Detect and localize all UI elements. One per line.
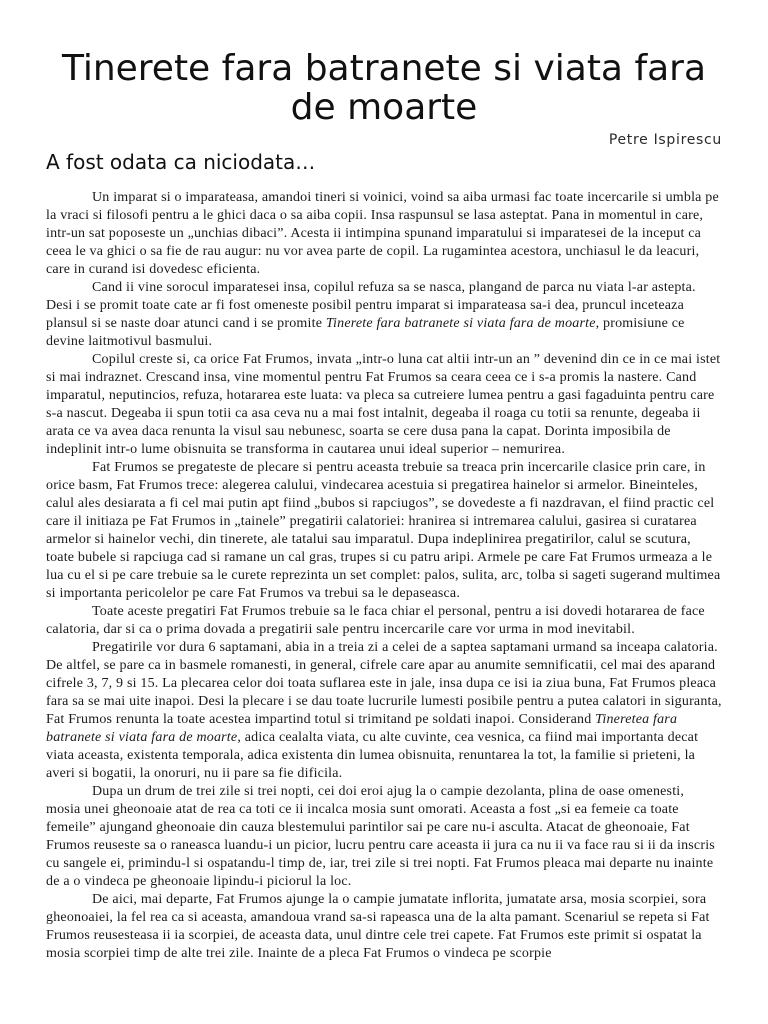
italic-title-reference: Tinerete fara batranete si viata fara de moarte	[325, 316, 596, 331]
paragraph-4	[46, 459, 722, 603]
paragraph-2	[46, 279, 722, 351]
paragraph-text: Cand ii vine sorocul imparatesei insa, copilul refuza sa se nasca, plangand de parca nu viata l-ar astepta. Desi i se promit toate cate ar fi fost omeneste posibil pentru imparat si imparateasa sa-i dea, pruncul inceteaza plansul si se naste doar atunci cand i se promite	[46, 280, 696, 331]
paragraph-text: , adica cealalta viata, cu alte cuvinte, cea vesnica, ca fiind mai importanta decat viata aceasta, existenta temporala, adica existenta din lumea obisnuita, renuntarea la tot, la familie si prieteni, la averi si bogatii, la onoruri, nu ii pare sa fie dificila.	[46, 730, 699, 781]
paragraph-5	[46, 603, 722, 639]
paragraph-1	[46, 189, 722, 279]
paragraph-text: Pregatirile vor dura 6 saptamani, abia in a treia zi a celei de a saptea saptamani urmand sa inceapa calatoria. De altfel, se pare ca in basmele romanesti, in general, cifrele care apar au anumite semnificatii, cel mai des aparand cifrele 3, 7, 9 si 15. La plecarea celor doi toata suflarea este in jale, insa dupa ce isi ia ziua buna, Fat Frumos pleaca fara sa se mai uite inapoi. Desi la plecare i se dau toate lucrurile lumesti posibile pentru a putea calatori in siguranta, Fat Frumos renunta la toate acestea impartind totul si trimitand pe soldati inapoi. Considerand	[46, 640, 722, 727]
paragraph-7	[46, 783, 722, 891]
paragraph-text: Copilul creste si, ca orice Fat Frumos, invata „intr-o luna cat altii intr-un an ” devenind din ce in ce mai istet si mai indraznet. Crescand insa, vine momentul pentru Fat Frumos sa ceara ceea ce i s-a promis la nastere. Cand imparatul, neputincios, refuza, hotararea este luata: va pleca sa cutreiere lumea pentru a gasi fagaduinta pentru care s-a nascut. Degeaba ii spun totii ca asa ceva nu a mai fost intalnit, degeaba il roaga cu totii sa renunte, degeaba ii arata ce va avea daca renunta la visul sau nebunesc, soarta se cere dusa pana la capat. Dorinta imposibila de indeplinit intr-o lume obisnuita se transforma in cautarea unui ideal superior – nemurirea.	[46, 352, 721, 457]
paragraph-text: De aici, mai departe, Fat Frumos ajunge la o campie jumatate inflorita, jumatate arsa, mosia scorpiei, sora gheonoaiei, la fel rea ca si aceasta, amandoua vrand sa-si rapeasca una de la alta pamant. Scenariul se repeta si Fat Frumos reusesteasa ii ia scorpiei, de aceasta data, unul dintre cele trei capete. Fat Frumos este primit si ospatat la mosia scorpiei timp de alte trei zile. Inainte de a pleca Fat Frumos o vindeca pe scorpie	[46, 892, 710, 961]
paragraph-8	[46, 891, 722, 963]
paragraph-text: , promisiune ce devine laitmotivul basmului.	[46, 316, 685, 349]
author-name: Petre Ispirescu	[608, 132, 722, 148]
intro-heading: A fost odata ca niciodata…	[46, 150, 316, 174]
paragraph-3	[46, 351, 722, 459]
italic-title-reference: Tineretea fara batranete si viata fara de moarte	[46, 712, 678, 745]
paragraph-text: Toate aceste pregatiri Fat Frumos trebuie sa le faca chiar el personal, pentru a isi dovedi hotararea de face calatoria, dar si ca o prima dovada a pregatirii sale pentru incercarile care vor urma in mod inevitabil.	[46, 604, 705, 637]
paragraph-text: Fat Frumos se pregateste de plecare si pentru aceasta trebuie sa treaca prin incercarile clasice prin care, in orice basm, Fat Frumos trece: alegerea calului, vindecarea acestuia si pregatirea hainelor si armelor. Bineinteles, calul ales desiarata a fi cel mai putin apt fiind „bubos si rapciugos”, se dovedeste a fi nazdravan, el fiind practic cel care il initiaza pe Fat Frumos in „tainele” pregatirii calatoriei: hranirea si intremarea calului, gasirea si curatarea armelor si hainelor vechi, din tinerete, ale tatalui sau imparatul. Dupa indeplinirea pregatirilor, calul se scutura, toate bubele si rapciuga cad si ramane un cal gras, trupes si cu patru aripi. Armele pe care Fat Frumos urmeaza a le lua cu el si pe care trebuie sa le curete reprezinta un set complet: palos, sulita, arc, tolba si sageti sugerand multimea si importanta pericolelor pe care Fat Frumos va trebui sa le depaseasca.	[46, 460, 721, 601]
document-body	[46, 189, 722, 963]
paragraph-text: Dupa un drum de trei zile si trei nopti, cei doi eroi ajug la o campie dezolanta, plina de oase omenesti, mosia unei gheonoaie atat de rea ca toti ce ii incalca mosia sunt omorati. Aceasta a fost „si ea femeie ca toate femeile” ajungand gheonoaie din cauza blestemului parintilor sai pe care nu-i asculta. Atacat de gheonoaie, Fat Frumos reuseste sa o raneasca luandu-i un picior, lucru pentru care aceasta ii jura ca nu ii va face rau si ii da inscris cu sangele ei, primindu-l si ospatandu-l timp de, iar, trei zile si trei nopti. Fat Frumos pleaca mai departe nu inainte de a o vindeca pe gheonoaie lipindu-i piciorul la loc.	[46, 784, 715, 889]
document-title: Tinerete fara batranete si viata fara de moarte	[61, 48, 707, 128]
paragraph-text: Un imparat si o imparateasa, amandoi tineri si voinici, voind sa aiba urmasi fac toate incercarile si umbla pe la vraci si filosofi pentru a le ghici daca o sa aiba copii. Insa raspunsul se lasa asteptat. Pana in momentul in care, intr-un sat poposeste un „unchias dibaci”. Acesta ii intimpina spunand imparatului si imparatesei de la inceput ca ceea le va ghici o sa fie de rau augur: nu vor avea parte de copil. La rugamintea acestora, unchiasul le da leacuri, care in curand isi dovedesc eficienta.	[46, 190, 719, 277]
paragraph-6	[46, 639, 722, 783]
